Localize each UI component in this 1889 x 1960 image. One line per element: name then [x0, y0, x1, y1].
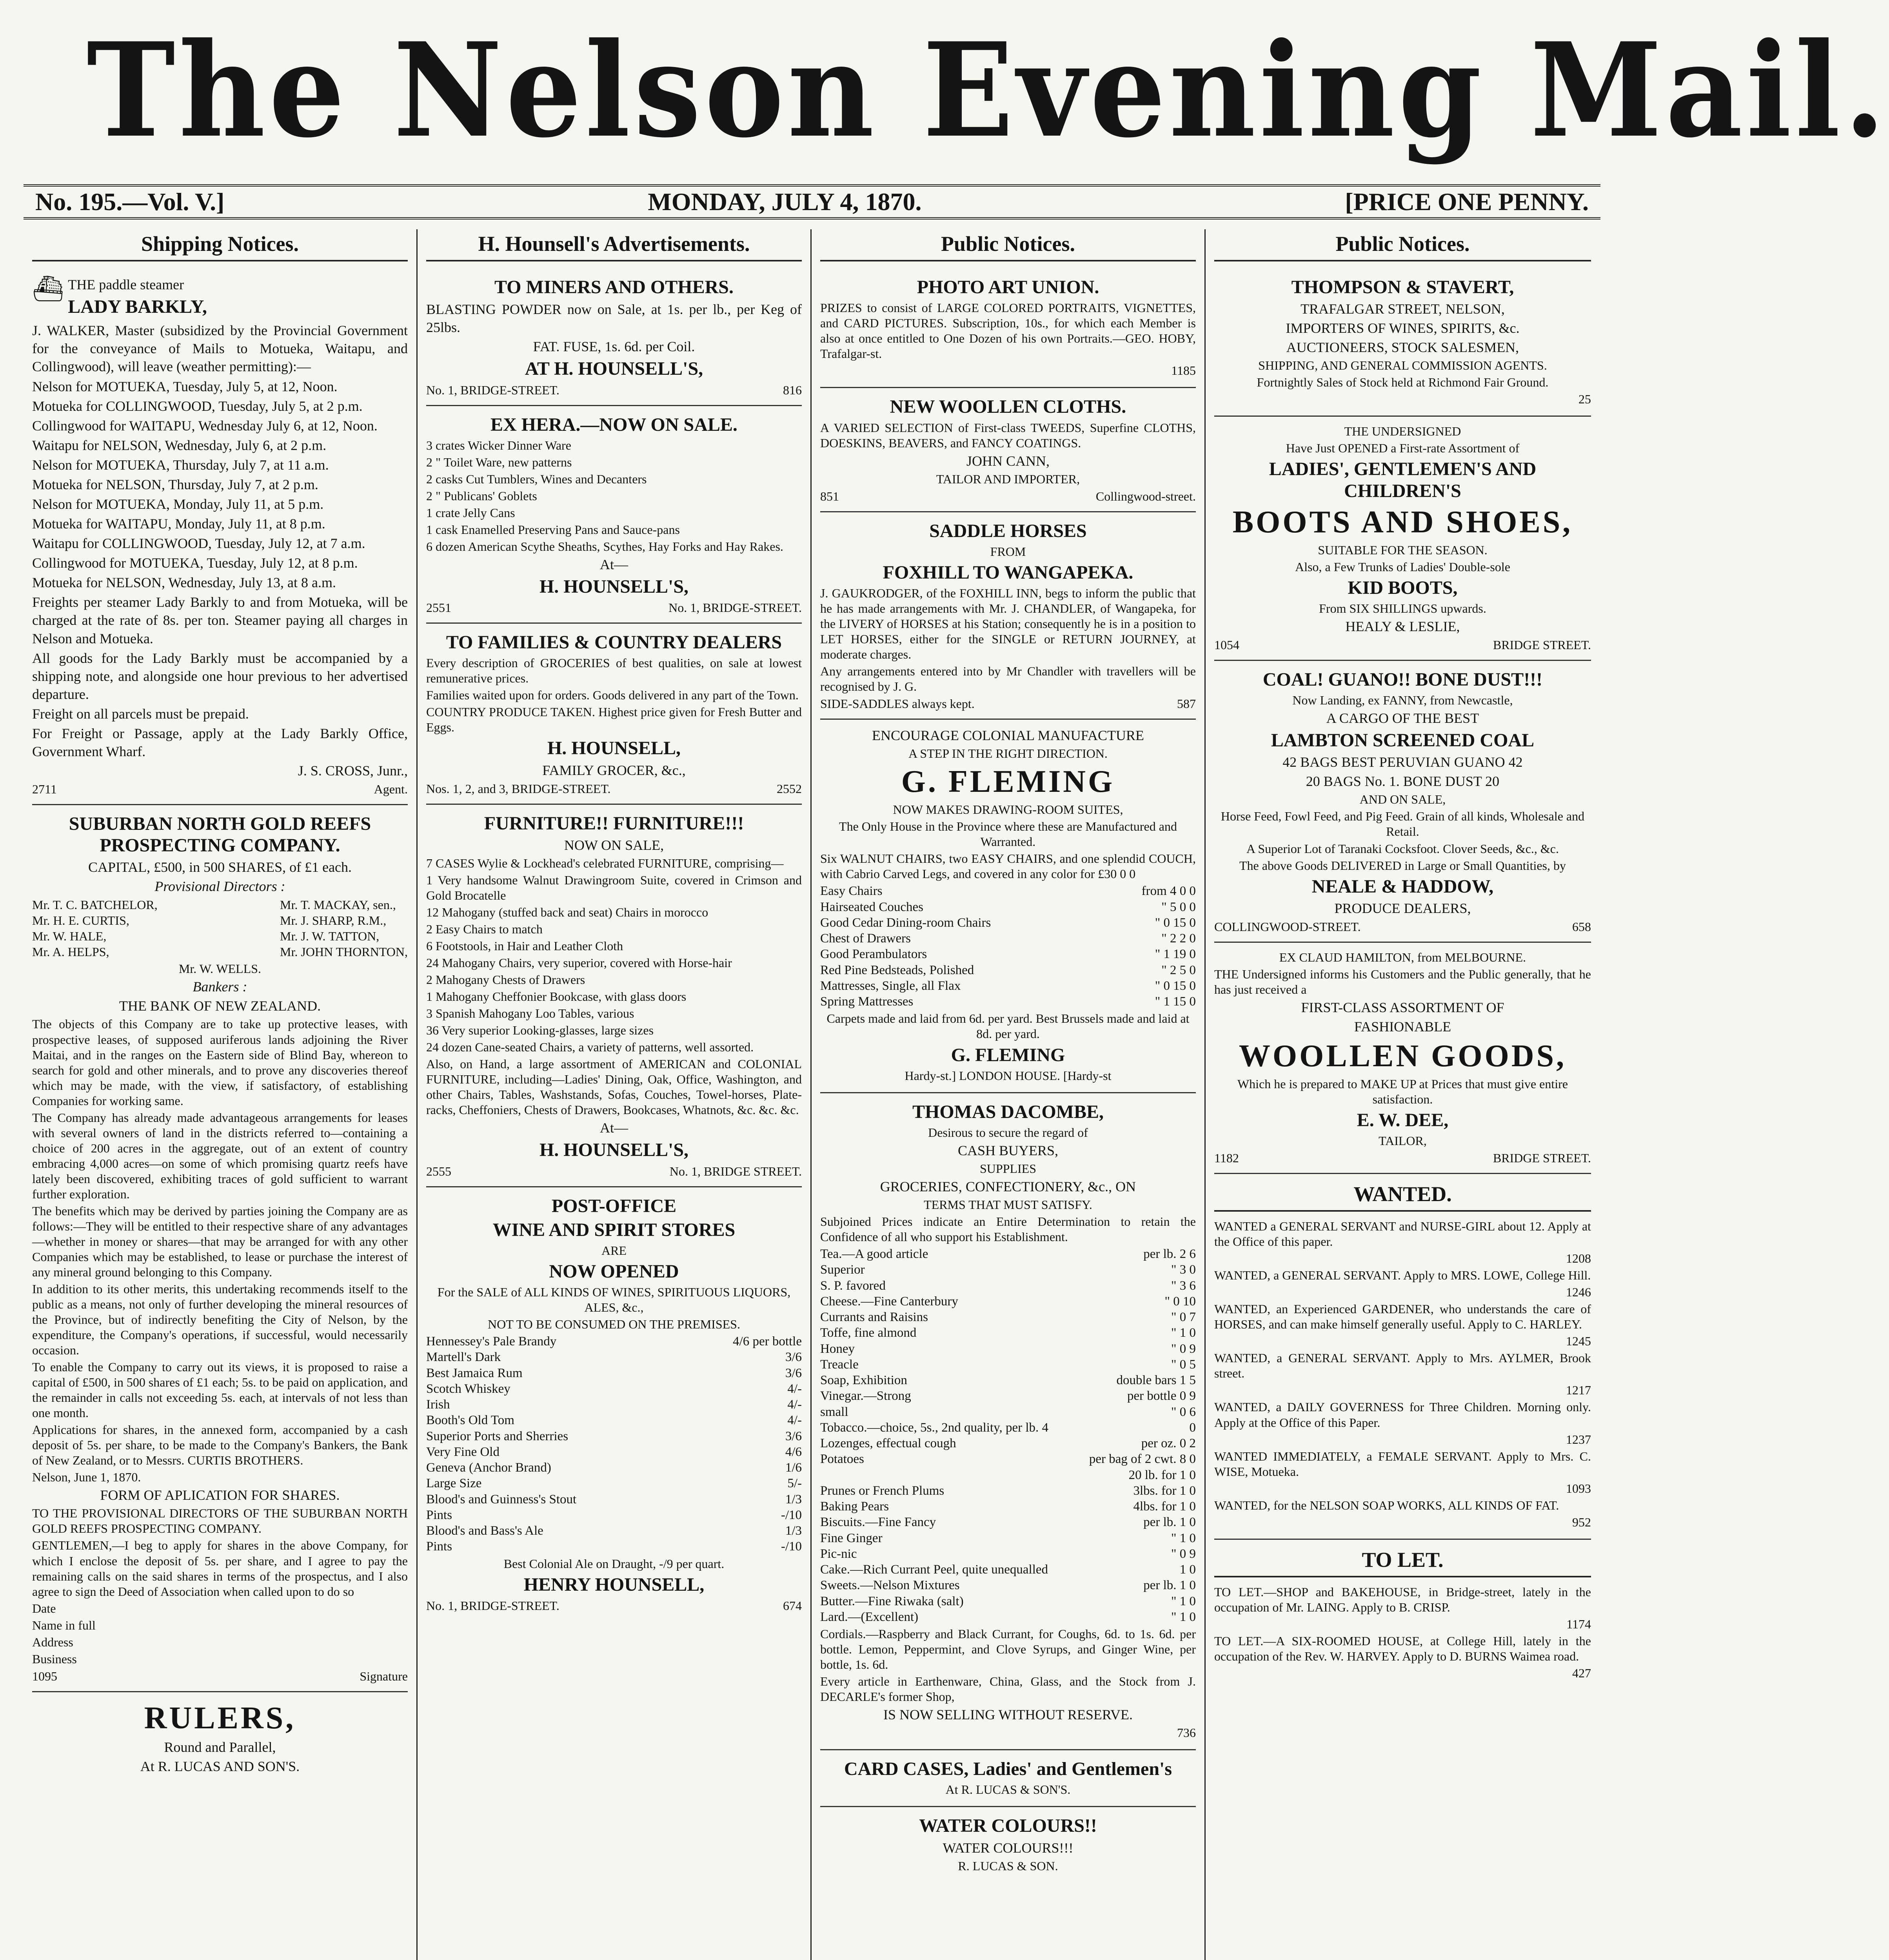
ad-line: SIDE-SADDLES always kept.: [820, 697, 975, 711]
bank-name: THE BANK OF NEW ZEALAND.: [119, 998, 321, 1014]
ad-address: TRAFALGAR STREET, NELSON,: [1301, 301, 1505, 317]
director: Mr. J. W. TATTON,: [280, 929, 380, 944]
price-row: Honey " 0 9: [820, 1341, 1196, 1356]
ad-address: No. 1, BRIDGE-STREET.: [426, 1598, 559, 1613]
price-row: Lard.—(Excellent) " 1 0: [820, 1610, 1196, 1624]
rulers-sub: Round and Parallel,: [164, 1739, 276, 1755]
ad-line: CASH BUYERS,: [957, 1142, 1059, 1158]
ad-sub: WATER COLOURS!!!: [943, 1840, 1073, 1856]
section-heading: TO LET.: [1214, 1545, 1591, 1577]
ad-vendor: G. FLEMING: [901, 764, 1115, 799]
ad-line: SUITABLE FOR THE SEASON.: [1318, 543, 1488, 557]
ad-title: FURNITURE!! FURNITURE!!!: [484, 813, 744, 834]
thompson-stavert-ad: [1214, 269, 1591, 417]
to-let-section: [1214, 1540, 1591, 1690]
goods-item: 2 Mahogany Chests of Drawers: [426, 973, 585, 987]
ad-top: ENCOURAGE COLONIAL MANUFACTURE: [872, 728, 1144, 744]
sailing-line: Nelson for MOTUEKA, Tuesday, July 5, at 12, Noon.: [32, 378, 338, 394]
ad-number: 1237: [1566, 1432, 1591, 1446]
director: Mr. W. HALE,: [32, 929, 107, 944]
price-row: Cheese.—Fine Canterbury " 0 10: [820, 1294, 1196, 1308]
ad-number: 2711: [32, 782, 57, 797]
ad-sub: FROM: [990, 544, 1026, 559]
price-row: Currants and Raisins " 0 7: [820, 1310, 1196, 1325]
sailing-line: Nelson for MOTUEKA, Monday, July 11, at 5 p.m.: [32, 496, 324, 512]
issue-price: [PRICE ONE PENNY.: [1345, 188, 1589, 216]
goods-item: 1 Very handsome Walnut Drawingroom Suite, covered in Crimson and Gold Brocatelle: [426, 873, 802, 902]
ad-address: BRIDGE STREET.: [1493, 638, 1591, 652]
ad-paragraph: Also, on Hand, a large assortment of AMERICAN and COLONIAL FURNITURE, including—Ladies' Dining, Oak, Office, Washington, and other Chairs, Tables, Washstands, Sofas, Couches, Towel-horses, Plate-racks, Cheffoniers, Chests of Drawers, Bookcases, Whatnots, &c. &c. &c.: [426, 1057, 802, 1117]
section-heading: WANTED.: [1214, 1180, 1591, 1212]
ad-note: Which he is prepared to MAKE UP at Prices that must give entire satisfaction.: [1237, 1076, 1568, 1106]
ad-address: No. 1, BRIDGE STREET.: [669, 1164, 802, 1178]
ad-title: POST-OFFICE: [551, 1195, 677, 1216]
issue-date: MONDAY, JULY 4, 1870.: [648, 188, 922, 216]
ad-vendor: THOMAS DACOMBE,: [912, 1101, 1104, 1122]
ad-note: The Only House in the Province where these are Manufactured and Warranted.: [839, 819, 1177, 849]
ad-lead: NOW MAKES DRAWING-ROOM SUITES,: [893, 802, 1123, 817]
ad-note: A Superior Lot of Taranaki Cocksfoot. Clover Seeds, &c., &c.: [1246, 841, 1559, 856]
ad-line: SHIPPING, AND GENERAL COMMISSION AGENTS.: [1258, 358, 1547, 373]
gold-reefs-prospectus: [32, 805, 408, 1692]
photo-art-union-ad: [820, 269, 1196, 388]
prospectus-paragraph: To enable the Company to carry out its views, it is proposed to raise a capital of £500, in 500 shares of £1 each; 5s. to be paid on application, and the remainder in calls not exceeding 5s. each, at intervals of not less than one month.: [32, 1360, 408, 1420]
ad-line: 42 BAGS BEST PERUVIAN GUANO 42: [1282, 754, 1523, 770]
families-ad: [426, 624, 802, 805]
ad-title: SADDLE HORSES: [929, 520, 1087, 541]
prospectus-paragraph: The objects of this Company are to take up protective leases, with prospective leases, of supposed auriferous lands adjoining the River Maitai, and in the ranges on the Eastern side of Blind Bay, whereon to search for gold and other minerals, and to prove any discoveries thereof which may be made, with the view, if satisfactory, of establishing Companies for working same.: [32, 1017, 408, 1108]
ad-body: Six WALNUT CHAIRS, two EASY CHAIRS, and one splendid COUCH, with Cabrio Carved Legs, and covered in any color for £30 0 0: [820, 851, 1196, 881]
wanted-item: WANTED, a GENERAL SERVANT. Apply to MRS. LOWE, College Hill.: [1214, 1268, 1591, 1283]
ad-line: Desirous to secure the regard of: [928, 1125, 1088, 1140]
sailing-line: Motueka for COLLINGWOOD, Tuesday, July 5, at 2 p.m.: [32, 398, 363, 414]
price-row: Sweets.—Nelson Mixtures per lb. 1 0: [820, 1578, 1196, 1593]
issue-number: No. 195.—Vol. V.]: [35, 188, 225, 216]
price-row: Prunes or French Plums 3lbs. for 1 0: [820, 1483, 1196, 1498]
price-row: Chest of Drawers " 2 2 0: [820, 931, 1196, 946]
ad-sub: ARE: [601, 1243, 627, 1258]
ad-vendor: H. HOUNSELL'S,: [539, 576, 689, 597]
ad-number: 736: [1177, 1726, 1196, 1740]
ad-title: COAL! GUANO!! BONE DUST!!!: [1262, 669, 1543, 690]
price-row: Martell's Dark 3/6: [426, 1350, 802, 1365]
goods-item: 2 " Publicans' Goblets: [426, 488, 537, 503]
price-row: Vinegar.—Strong per bottle 0 9: [820, 1389, 1196, 1403]
price-row: Superior Ports and Sherries 3/6: [426, 1429, 802, 1443]
director: Mr. W. WELLS.: [178, 962, 262, 976]
ad-vendor: JOHN CANN,: [966, 453, 1050, 469]
goods-note: All goods for the Lady Barkly must be accompanied by a shipping note, and alongside one hour previous to her advertised departure.: [32, 650, 408, 702]
price-row: Fine Ginger " 1 0: [820, 1531, 1196, 1545]
column-heading: Public Notices.: [820, 229, 1196, 261]
agent-name: J. S. CROSS, Junr.,: [298, 763, 408, 779]
ad-vendor: E. W. DEE,: [1357, 1109, 1449, 1131]
column-shipping: [24, 229, 418, 1960]
ad-note: Horse Feed, Fowl Feed, and Pig Feed. Grain of all kinds, Wholesale and Retail.: [1221, 809, 1585, 839]
prospectus-paragraph: The Company has already made advantageous arrangements for leases with several owners of land in the districts referred to—containing a choice of 200 acres in the aggregate, out of an extent of country embracing 4,000 acres—on some of which promising quartz reefs have lately been discovered, exhibiting traces of gold sufficient to warrant further exploration.: [32, 1110, 408, 1201]
dacombe-ad: [820, 1093, 1196, 1751]
ad-vendor: At R. LUCAS & SON'S.: [945, 1782, 1071, 1797]
ad-sub: NOW OPENED: [549, 1261, 679, 1282]
ad-body: THE Undersigned informs his Customers and the Public generally, that he has just received a: [1214, 967, 1591, 996]
ad-number: 1093: [1566, 1481, 1591, 1495]
ad-line: TERMS THAT MUST SATISFY.: [924, 1197, 1092, 1212]
ad-sub: NOW ON SALE,: [564, 837, 664, 853]
steamer-master: J. WALKER, Master (subsidized by the Provincial Government for the conveyance of Mails to Motueka, Waitapu, and Collingwood), will leave (weather permitting):—: [32, 323, 408, 375]
ad-vendor: NEALE & HADDOW,: [1311, 876, 1494, 897]
wanted-item: WANTED, a GENERAL SERVANT. Apply to Mrs. AYLMER, Brook street.: [1214, 1351, 1591, 1381]
price-row: Geneva (Anchor Brand) 1/6: [426, 1461, 802, 1475]
column-heading: Shipping Notices.: [32, 229, 408, 261]
ad-number: 2555: [426, 1164, 451, 1178]
goods-item: 2 " Toilet Ware, new patterns: [426, 455, 572, 469]
goods-item: 1 Mahogany Cheffonier Bookcase, with glass doors: [426, 989, 687, 1004]
column-heading: H. Hounsell's Advertisements.: [426, 229, 802, 261]
ad-line: FIRST-CLASS ASSORTMENT OF: [1301, 999, 1504, 1015]
column-public-notices-1: [812, 229, 1206, 1960]
ad-number: 25: [1578, 392, 1591, 407]
ad-paragraph: COUNTRY PRODUCE TAKEN. Highest price given for Fresh Butter and Eggs.: [426, 705, 802, 735]
wanted-item: WANTED, a DAILY GOVERNESS for Three Children. Morning only. Apply at the Office of this Paper.: [1214, 1400, 1591, 1430]
form-field: Name in full: [32, 1618, 96, 1632]
ad-line: IS NOW SELLING WITHOUT RESERVE.: [883, 1707, 1133, 1723]
price-row: Biscuits.—Fine Fancy per lb. 1 0: [820, 1515, 1196, 1530]
agent-label: Agent.: [374, 782, 408, 797]
price-row: Booth's Old Tom 4/-: [426, 1413, 802, 1428]
ad-line: GROCERIES, CONFECTIONERY, &c., ON: [880, 1178, 1136, 1194]
ad-line: EX CLAUD HAMILTON, from MELBOURNE.: [1279, 950, 1526, 964]
water-colours-ad: [820, 1807, 1196, 1882]
form-field-signature: Signature: [360, 1669, 408, 1683]
sailing-line: Waitapu for NELSON, Wednesday, July 6, at 2 p.m.: [32, 437, 327, 453]
goods-item: 36 Very superior Looking-glasses, large sizes: [426, 1023, 654, 1038]
ad-body: A VARIED SELECTION of First-class TWEEDS, Superfine CLOTHS, DOESKINS, BEAVERS, and FANCY COATINGS.: [820, 420, 1196, 450]
director: Mr. T. C. BATCHELOR,: [32, 898, 158, 912]
ad-line: FAT. FUSE, 1s. 6d. per Coil.: [533, 339, 695, 355]
woollen-goods-ad: [1214, 943, 1591, 1174]
ad-title: PHOTO ART UNION.: [917, 277, 1099, 298]
sailing-line: Waitapu for COLLINGWOOD, Tuesday, July 12, at 7 a.m.: [32, 535, 365, 552]
ad-number: 1095: [32, 1669, 57, 1683]
ad-note: The above Goods DELIVERED in Large or Small Quantities, by: [1239, 858, 1566, 873]
ad-number: 816: [783, 383, 802, 397]
ad-note: Subjoined Prices indicate an Entire Determination to retain the Confidence of all who support his Establishment.: [820, 1214, 1196, 1244]
ad-address: BRIDGE STREET.: [1493, 1151, 1591, 1165]
price-row: Large Size 5/-: [426, 1476, 802, 1491]
ad-note: Fortnightly Sales of Stock held at Richmond Fair Ground.: [1257, 375, 1549, 390]
price-row: Superior " 3 0: [820, 1263, 1196, 1277]
price-row: Irish 4/-: [426, 1397, 802, 1412]
ad-number: 1208: [1566, 1251, 1591, 1266]
goods-item: 2 casks Cut Tumblers, Wines and Decanters: [426, 472, 647, 486]
ad-line: A CARGO OF THE BEST: [1326, 710, 1479, 726]
miners-ad: [426, 269, 802, 406]
ad-address: No. 1, BRIDGE-STREET.: [668, 601, 802, 615]
ad-sub: A STEP IN THE RIGHT DIRECTION.: [908, 746, 1108, 761]
directors-heading: Provisional Directors :: [154, 878, 285, 895]
saddle-horses-ad: [820, 512, 1196, 720]
price-row: Very Fine Old 4/6: [426, 1445, 802, 1459]
ad-line: SUPPLIES: [979, 1161, 1037, 1176]
company-title: SUBURBAN NORTH GOLD REEFS PROSPECTING COMPANY.: [69, 813, 371, 856]
column-heading: Public Notices.: [1214, 229, 1591, 261]
director: Mr. H. E. CURTIS,: [32, 913, 129, 928]
hera-ad: [426, 406, 802, 624]
ad-trade: PRODUCE DEALERS,: [1334, 900, 1471, 916]
price-row: Pic-nic " 0 9: [820, 1546, 1196, 1561]
price-row: Toffe, fine almond " 1 0: [820, 1326, 1196, 1340]
to-let-item: TO LET.—A SIX-ROOMED HOUSE, at College Hill, lately in the occupation of the Rev. W. HARVEY. Apply to D. BURNS Waimea road.: [1214, 1633, 1591, 1663]
furniture-ad: [426, 805, 802, 1187]
wanted-item: WANTED IMMEDIATELY, a FEMALE SERVANT. Apply to Mrs. C. WISE, Motueka.: [1214, 1449, 1591, 1479]
ad-address: Collingwood-street.: [1095, 489, 1196, 503]
ad-title: CARD CASES, Ladies' and Gentlemen's: [844, 1759, 1172, 1780]
ad-vendor: R. LUCAS & SON.: [958, 1858, 1058, 1873]
price-row: Butter.—Fine Riwaka (salt) " 1 0: [820, 1594, 1196, 1608]
sailing-line: Motueka for NELSON, Wednesday, July 13, at 8 a.m.: [32, 575, 336, 591]
wanted-section: [1214, 1174, 1591, 1540]
to-let-item: TO LET.—SHOP and BAKEHOUSE, in Bridge-street, lately in the occupation of Mr. LAING. Apply to B. CRISP.: [1214, 1584, 1591, 1614]
freight-note: Freights per steamer Lady Barkly to and from Motueka, will be charged at the rate of 8s. per ton. Steamer paying all charges in Nelson and Motueka.: [32, 594, 408, 646]
prospectus-paragraph: In addition to its other merits, this undertaking recommends itself to the public as a means, not only of further developing the mineral resources of the Province, but of indirectly benefiting the City of Nelson, by the expenditure, the Company's operations, if successful, would necessarily occasion.: [32, 1282, 408, 1357]
ad-note: Carpets made and laid from 6d. per yard. Best Brussels made and laid at 8d. per yard.: [826, 1011, 1190, 1041]
rulers-title: RULERS,: [144, 1700, 296, 1735]
ad-number: 2552: [777, 781, 802, 796]
price-row: Treacle " 0 5: [820, 1357, 1196, 1372]
sailing-line: Collingwood for WAITAPU, Wednesday July 6, at 12, Noon.: [32, 417, 378, 434]
price-row: Red Pine Bedsteads, Polished " 2 5 0: [820, 963, 1196, 977]
price-row: Best Jamaica Rum 3/6: [426, 1366, 802, 1380]
ad-address: No. 1, BRIDGE-STREET.: [426, 383, 559, 397]
price-row: Soap, Exhibition double bars 1 5: [820, 1373, 1196, 1388]
coal-guano-ad: [1214, 661, 1591, 943]
price-row: Hairseated Couches " 5 0 0: [820, 900, 1196, 914]
application-addressee: TO THE PROVISIONAL DIRECTORS OF THE SUBURBAN NORTH GOLD REEFS PROSPECTING COMPANY.: [32, 1506, 408, 1536]
ad-line: LAMBTON SCREENED COAL: [1271, 730, 1535, 751]
dateline: [24, 184, 1600, 220]
ad-note: Every article in Earthenware, China, Glass, and the Stock from J. DECARLE's former Shop,: [820, 1674, 1196, 1704]
ad-line: From SIX SHILLINGS upwards.: [1319, 601, 1486, 615]
ad-address: Hardy-st.] LONDON HOUSE. [Hardy-st: [905, 1068, 1112, 1083]
ad-title: WATER COLOURS!!: [919, 1815, 1097, 1837]
price-row: Tobacco.—choice, 5s., 2nd quality, per lb. 4 0: [820, 1420, 1196, 1435]
goods-item: 12 Mahogany (stuffed back and seat) Chairs in morocco: [426, 905, 708, 919]
price-row: Blood's and Guinness's Stout 1/3: [426, 1492, 802, 1506]
ad-number: 1246: [1566, 1285, 1591, 1299]
steamer-name: LADY BARKLY,: [68, 296, 207, 318]
ad-line: Have Just OPENED a First-rate Assortment of: [1286, 441, 1520, 456]
price-row: Good Perambulators " 1 19 0: [820, 947, 1196, 962]
ad-vendor: HENRY HOUNSELL,: [523, 1574, 705, 1595]
application-heading: FORM OF APLICATION FOR SHARES.: [100, 1487, 340, 1503]
woollen-cloths-ad: [820, 388, 1196, 512]
rulers-seller: At R. LUCAS AND SON'S.: [140, 1758, 300, 1774]
rulers-ad: [32, 1692, 408, 1784]
apply-note: For Freight or Passage, apply at the Lady Barkly Office, Government Wharf.: [32, 725, 408, 759]
card-cases-ad: [820, 1750, 1196, 1807]
ad-vendor: G. FLEMING: [951, 1044, 1065, 1065]
steamer-notice: [32, 269, 408, 805]
director: Mr. A. HELPS,: [32, 945, 109, 959]
goods-item: 24 dozen Cane-seated Chairs, a variety of patterns, well assorted.: [426, 1040, 754, 1054]
ad-title: WOOLLEN GOODS,: [1239, 1038, 1567, 1073]
columns: [24, 229, 1600, 1960]
ad-vendor: H. HOUNSELL'S,: [539, 1140, 689, 1161]
ad-number: 587: [1177, 697, 1196, 711]
application-body: GENTLEMEN,—I beg to apply for shares in the above Company, for which I enclose the deposit of 5s. per share, and I agree to pay the remaining calls on the said shares in terms of the prospectus, and I also agree to sign the Deed of Association when called upon to do so: [32, 1538, 408, 1599]
ad-number: 1054: [1214, 638, 1239, 652]
ad-paragraph: Families waited upon for orders. Goods delivered in any part of the Town.: [426, 688, 799, 702]
boots-shoes-ad: [1214, 417, 1591, 661]
ad-trade: TAILOR,: [1379, 1134, 1427, 1148]
wine-stores-ad: [426, 1187, 802, 1621]
ad-line: Also, a Few Trunks of Ladies' Double-sole: [1295, 559, 1510, 574]
sailing-line: Nelson for MOTUEKA, Thursday, July 7, at 11 a.m.: [32, 457, 329, 473]
ad-number: 674: [783, 1598, 802, 1613]
price-row: Blood's and Bass's Ale 1/3: [426, 1524, 802, 1538]
ad-number: 2551: [426, 601, 451, 615]
price-row: Hennessey's Pale Brandy 4/6 per bottle: [426, 1334, 802, 1349]
ad-route: FOXHILL TO WANGAPEKA.: [883, 562, 1133, 583]
price-row: Spring Mattresses " 1 15 0: [820, 995, 1196, 1009]
price-row: Mattresses, Single, all Flax " 0 15 0: [820, 978, 1196, 993]
ad-at: At—: [600, 556, 628, 572]
ad-note: Any arrangements entered into by Mr Chandler with travellers will be recognised by J. G.: [820, 664, 1196, 694]
ad-vendor: THOMPSON & STAVERT,: [1291, 277, 1514, 298]
ad-body: PRIZES to consist of LARGE COLORED PORTRAITS, VIGNETTES, and CARD PICTURES. Subscription, 10s., for which each Member is also at once entitled to One Dozen of his own Portraits.—GEO. HOBY, Trafalgar-st.: [820, 301, 1196, 361]
ad-title: BOOTS AND SHOES,: [1232, 505, 1573, 539]
wanted-item: WANTED, an Experienced GARDENER, who understands the care of HORSES, and can make himself generally useful. Apply to C. HARLEY.: [1214, 1302, 1591, 1332]
ad-body: BLASTING POWDER now on Sale, at 1s. per lb., per Keg of 25lbs.: [426, 301, 802, 336]
sailing-line: Collingwood for MOTUEKA, Tuesday, July 12, at 8 p.m.: [32, 555, 358, 571]
ad-address: Nos. 1, 2, and 3, BRIDGE-STREET.: [426, 781, 611, 796]
goods-item: 1 crate Jelly Cans: [426, 505, 515, 520]
ad-line: KID BOOTS,: [1348, 577, 1458, 598]
goods-item: 3 Spanish Mahogany Loo Tables, various: [426, 1006, 634, 1021]
ad-number: 851: [820, 489, 839, 503]
ad-note: Best Colonial Ale on Draught, -/9 per quart.: [503, 1556, 725, 1571]
ad-number: 952: [1572, 1515, 1591, 1529]
wanted-item: WANTED a GENERAL SERVANT and NURSE-GIRL about 12. Apply at the Office of this paper.: [1214, 1219, 1591, 1249]
goods-item: 1 cask Enamelled Preserving Pans and Sauce-pans: [426, 522, 680, 537]
newspaper-title: The Nelson Evening Mail.: [86, 14, 1889, 166]
ad-note: NOT TO BE CONSUMED ON THE PREMISES.: [488, 1317, 740, 1332]
ad-line: LADIES', GENTLEMEN'S AND CHILDREN'S: [1269, 459, 1537, 501]
ad-lead: THE UNDERSIGNED: [1344, 424, 1461, 439]
price-row: Lozenges, effectual cough per oz. 0 2: [820, 1436, 1196, 1451]
ad-line: Now Landing, ex FANNY, from Newcastle,: [1292, 693, 1513, 708]
wanted-item: WANTED, for the NELSON SOAP WORKS, ALL KINDS OF FAT.: [1214, 1498, 1559, 1512]
price-row: small " 0 6: [820, 1405, 1196, 1419]
price-row: Scotch Whiskey 4/-: [426, 1381, 802, 1396]
goods-item: 2 Easy Chairs to match: [426, 922, 543, 936]
prospectus-date: Nelson, June 1, 1870.: [32, 1470, 141, 1485]
goods-item: 24 Mahogany Chairs, very superior, covered with Horse-hair: [426, 956, 732, 970]
goods-item: 3 crates Wicker Dinner Ware: [426, 438, 571, 452]
price-row: Easy Chairs from 4 0 0: [820, 884, 1196, 898]
ad-title: TO FAMILIES & COUNTRY DEALERS: [446, 632, 782, 653]
ad-trade: FAMILY GROCER, &c.,: [542, 762, 686, 778]
ad-at: At—: [600, 1120, 628, 1136]
ad-line: AUCTIONEERS, STOCK SALESMEN,: [1286, 339, 1519, 356]
company-capital: CAPITAL, £500, in 500 SHARES, of £1 each.: [88, 859, 352, 875]
ad-trade: TAILOR AND IMPORTER,: [936, 472, 1080, 486]
column-hounsell: [418, 229, 812, 1960]
ad-number: 658: [1572, 919, 1591, 934]
goods-item: 6 dozen American Scythe Sheaths, Scythes, Hay Forks and Hay Rakes.: [426, 539, 783, 554]
ad-number: 1245: [1566, 1334, 1591, 1348]
price-row: Tea.—A good article per lb. 2 6: [820, 1247, 1196, 1261]
ad-number: 1182: [1214, 1151, 1239, 1165]
sailing-line: Motueka for WAITAPU, Monday, July 11, at 8 p.m.: [32, 516, 325, 532]
ad-title: TO MINERS AND OTHERS.: [494, 277, 734, 298]
ad-number: 427: [1572, 1666, 1591, 1680]
director: Mr. T. MACKAY, sen.,: [280, 898, 396, 912]
fleming-ad: [820, 720, 1196, 1093]
ad-number: 1217: [1566, 1383, 1591, 1397]
ad-line: 20 BAGS No. 1. BONE DUST 20: [1306, 773, 1500, 789]
price-row: Potatoes per bag of 2 cwt. 8 0: [820, 1452, 1196, 1466]
masthead: [24, 4, 1889, 176]
ad-vendor: HEALY & LESLIE,: [1345, 619, 1460, 634]
ad-number: 1185: [1171, 363, 1196, 378]
ad-vendor: H. HOUNSELL,: [547, 738, 681, 759]
director: Mr. JOHN THORNTON,: [280, 945, 408, 959]
steamer-icon: ⛴: [32, 275, 64, 303]
ad-number: 1174: [1566, 1617, 1591, 1631]
ad-title: EX HERA.—NOW ON SALE.: [490, 414, 737, 435]
ad-title: WINE AND SPIRIT STORES: [492, 1219, 736, 1240]
form-field: Business: [32, 1651, 77, 1666]
price-row: Cake.—Rich Currant Peel, quite unequalled 1 0: [820, 1563, 1196, 1577]
price-row: Good Cedar Dining-room Chairs " 0 15 0: [820, 915, 1196, 930]
director: Mr. J. SHARP, R.M.,: [280, 913, 387, 928]
sailing-line: Motueka for NELSON, Thursday, July 7, at 2 p.m.: [32, 476, 318, 492]
prospectus-paragraph: Applications for shares, in the annexed form, accompanied by a cash deposit of 5s. per share, to be made to the Company's Bankers, the Bank of New Zealand, or to Messrs. CURTIS BROTHERS.: [32, 1423, 408, 1468]
ad-title: NEW WOOLLEN CLOTHS.: [890, 396, 1126, 417]
ad-paragraph: Every description of GROCERIES of best qualities, on sale at lowest remunerative prices.: [426, 656, 802, 686]
ad-vendor: AT H. HOUNSELL'S,: [525, 358, 703, 379]
price-row: 20 lb. for 1 0: [1128, 1468, 1196, 1482]
goods-item: 6 Footstools, in Hair and Leather Cloth: [426, 939, 623, 953]
ad-address: COLLINGWOOD-STREET.: [1214, 919, 1361, 934]
form-field: Address: [32, 1635, 73, 1649]
bankers-heading: Bankers :: [193, 979, 247, 995]
ad-lead: 7 CASES Wylie & Lockhead's celebrated FURNITURE, comprising—: [426, 856, 784, 870]
price-row: Baking Pears 4lbs. for 1 0: [820, 1499, 1196, 1514]
steamer-lead: THE paddle steamer: [68, 277, 184, 292]
prospectus-paragraph: The benefits which may be derived by parties joining the Company are as follows:—They will be entitled to their respective share of any advantages—whether in money or shares—that may be arranged for with any other Companies which may be established, to lease or purchase the interest of any mineral ground belonging to this Company.: [32, 1203, 408, 1279]
ad-line: FASHIONABLE: [1354, 1018, 1451, 1034]
price-row: Pints -/10: [426, 1539, 802, 1554]
price-row: S. P. favored " 3 6: [820, 1278, 1196, 1293]
ad-note: Cordials.—Raspberry and Black Currant, for Coughs, 6d. to 1s. 6d. per bottle. Lemon, Peppermint, and Clove Syrups, and Ginger Wine, per bottle, 1s. 6d.: [820, 1627, 1196, 1672]
price-row: Pints -/10: [426, 1508, 802, 1522]
ad-line: IMPORTERS OF WINES, SPIRITS, &c.: [1286, 320, 1520, 336]
form-field: Date: [32, 1601, 56, 1615]
ad-line: AND ON SALE,: [1359, 792, 1446, 807]
prepaid-note: Freight on all parcels must be prepaid.: [32, 706, 249, 722]
ad-body: J. GAUKRODGER, of the FOXHILL INN, begs to inform the public that he has made arrangements with Mr. J. CHANDLER, of Wangapeka, for the LIVERY of HORSES at his Station; consequently he is in a position to LET HORSES, either for the SINGLE or RETURN JOURNEY, at moderate charges.: [820, 586, 1196, 662]
ad-lead: For the SALE of ALL KINDS OF WINES, SPIRITUOUS LIQUORS, ALES, &c.,: [437, 1285, 791, 1315]
column-public-notices-2: [1206, 229, 1600, 1960]
